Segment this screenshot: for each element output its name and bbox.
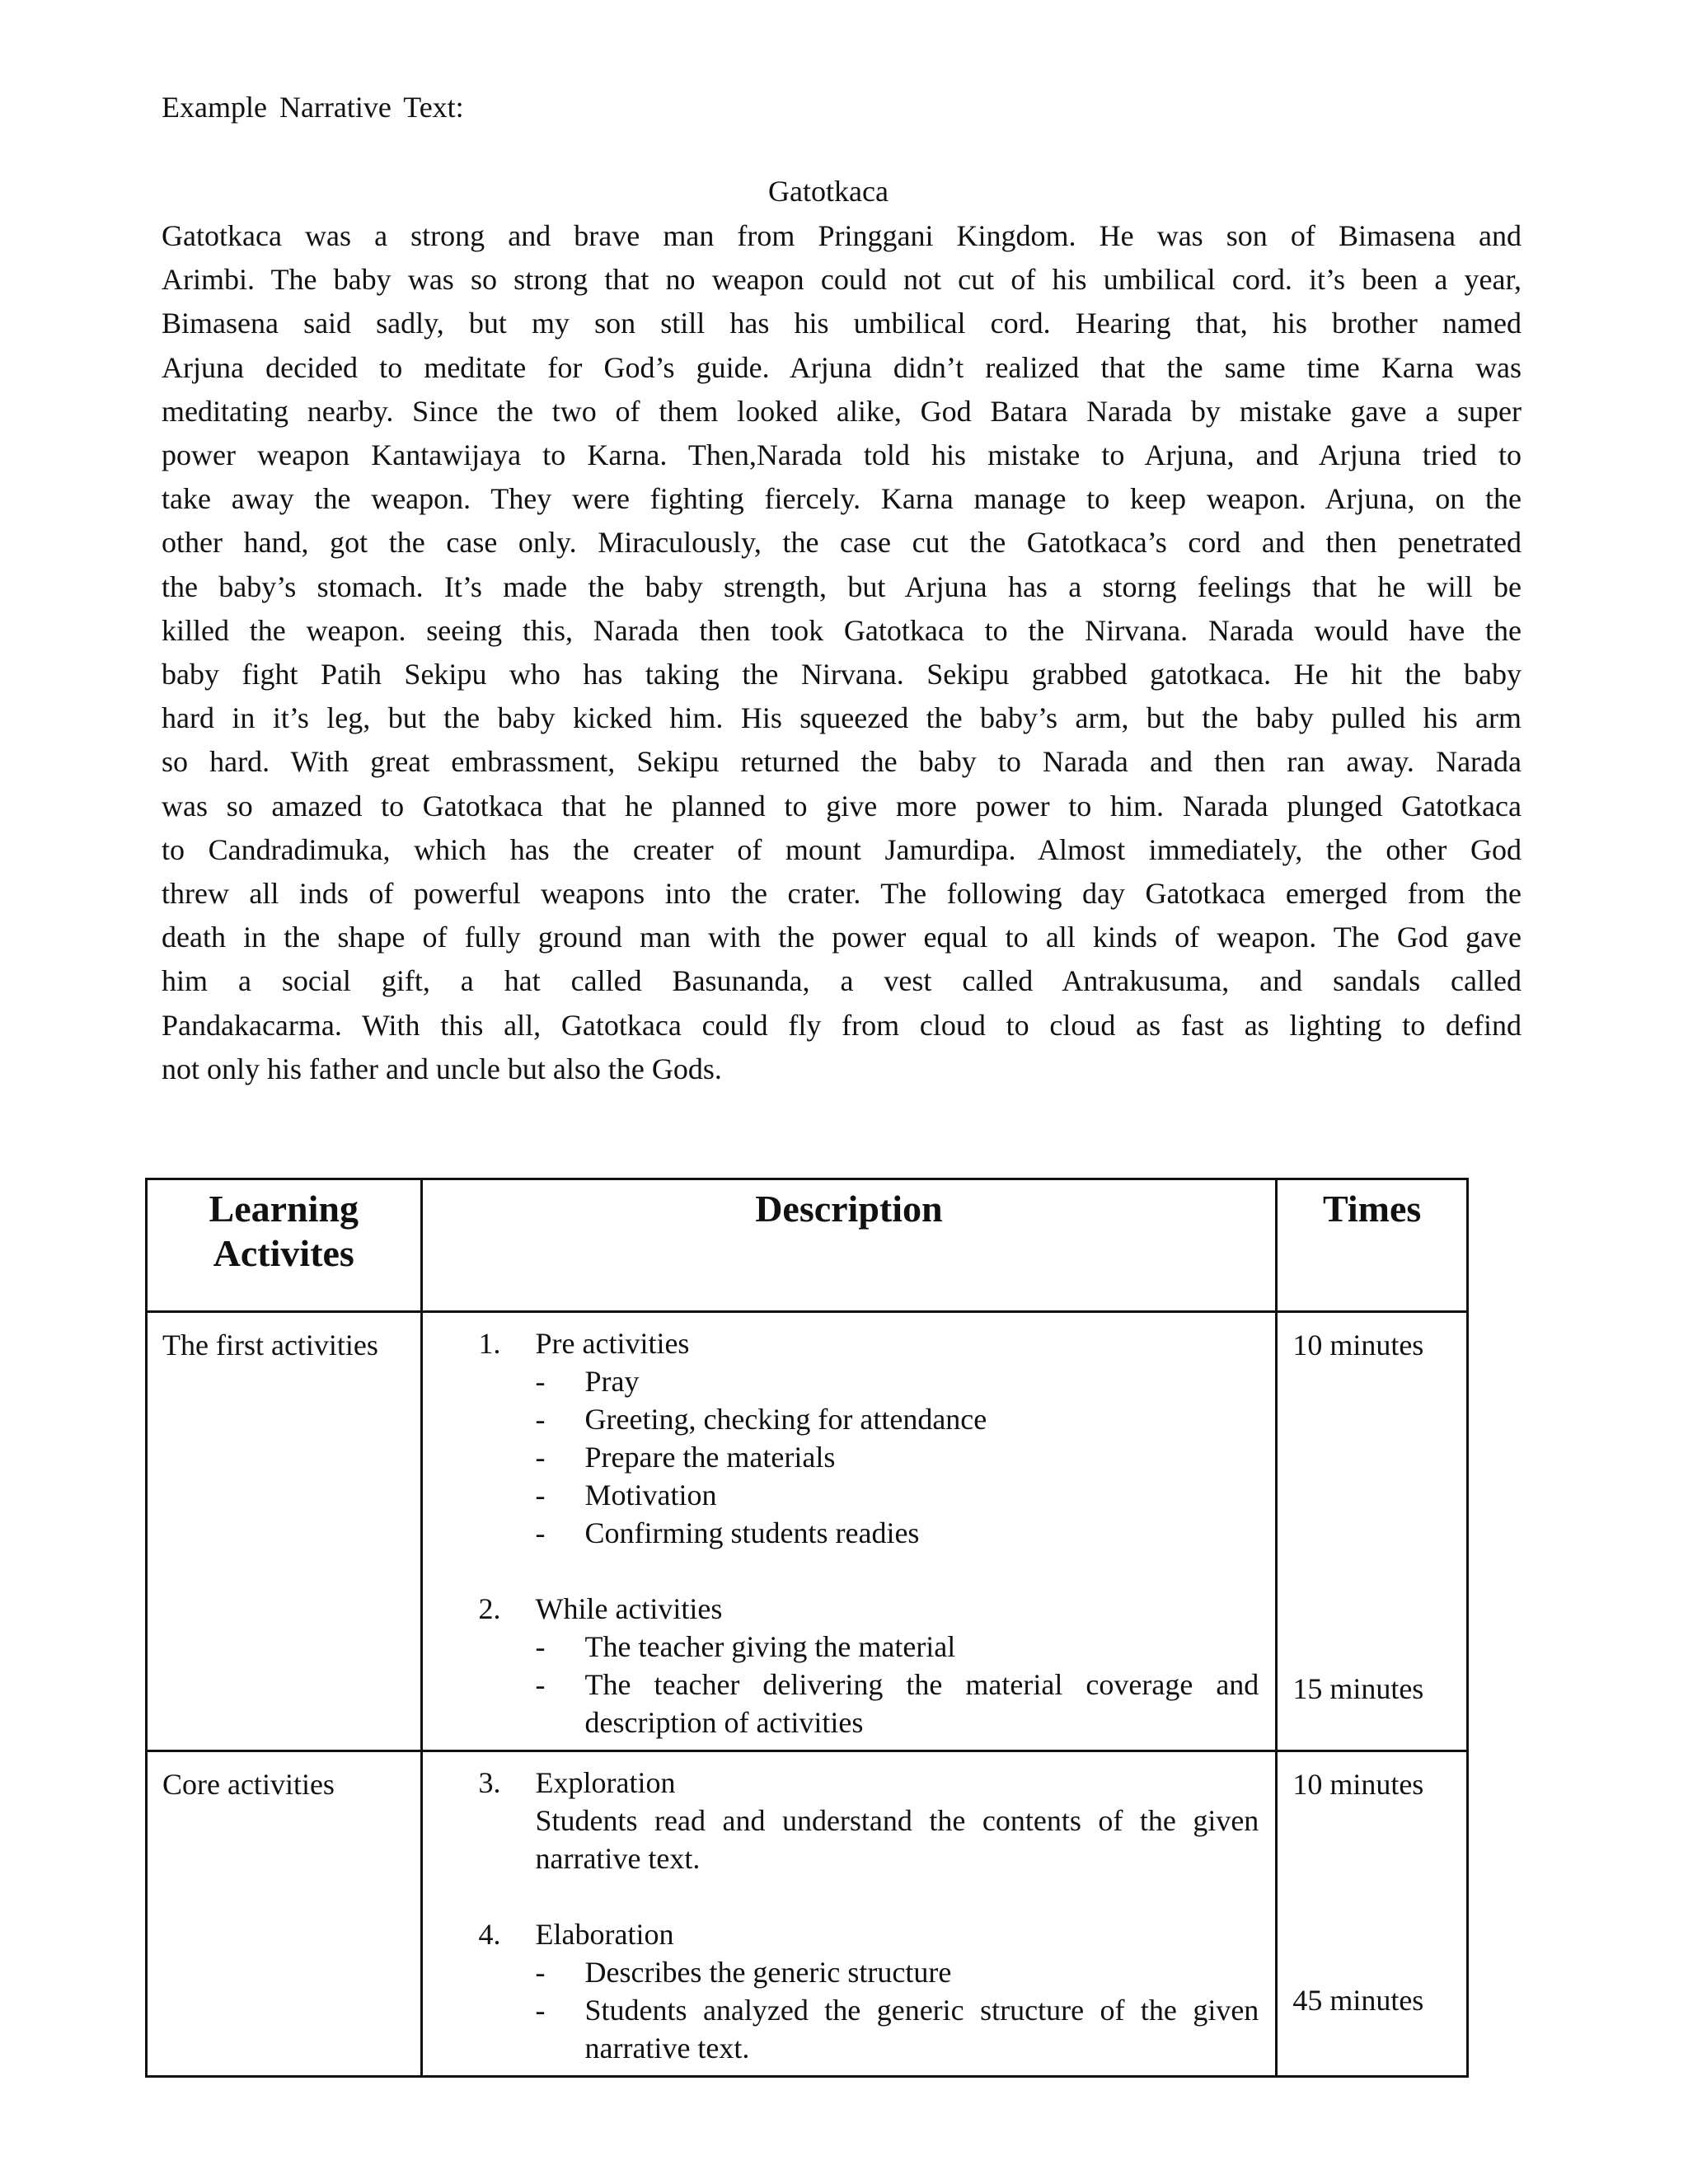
dash-bullet: -: [535, 1441, 546, 1474]
dash-bullet: -: [535, 1994, 546, 2027]
description-cell: [421, 1312, 1277, 1751]
list-item: [536, 1628, 1259, 1666]
description-cell: [421, 1751, 1277, 2077]
list-item: [536, 1514, 1259, 1552]
step-number: 1.: [478, 1327, 501, 1360]
step-elaboration: [423, 1915, 1259, 2067]
story-line: Gatotkaca was a strong and brave man from Pringgani Kingdom. He was son of Bimasena and: [162, 219, 1522, 252]
dash-bullet: -: [535, 1403, 546, 1436]
list-item: [536, 1438, 1259, 1476]
time-value: 10 minutes: [1292, 1329, 1424, 1361]
list-item-text: The teacher delivering the material coverage and description of activities: [584, 1668, 1259, 1739]
activity-cell: Core activities: [147, 1751, 422, 2077]
list-item-text: Motivation: [584, 1479, 717, 1511]
story-line: meditating nearby. Since the two of them looked alike, God Batara Narada by mistake gave a super: [162, 394, 1522, 428]
header-description: Description: [421, 1179, 1277, 1312]
list-item-text: Describes the generic structure: [584, 1956, 952, 1989]
story-line: threw all inds of powerful weapons into the crater. The following day Gatotkaca emerged from the: [162, 877, 1522, 911]
story-line: to Candradimuka, which has the creater of mount Jamurdipa. Almost immediately, the other God: [162, 832, 1522, 866]
learning-activities-table: [145, 1178, 1469, 2078]
step-while-activities: [423, 1590, 1259, 1741]
dash-bullet: -: [535, 1516, 546, 1549]
step-title: While activities: [535, 1592, 723, 1625]
dash-bullet: -: [535, 1479, 546, 1511]
time-cell: [1277, 1312, 1468, 1751]
story-line: Arjuna decided to meditate for God’s guide. Arjuna didn’t realized that the same time Karna was: [162, 350, 1522, 384]
time-value: 10 minutes: [1292, 1768, 1424, 1801]
step-title: Pre activities: [535, 1327, 690, 1360]
story-line: Arimbi. The baby was so strong that no weapon could not cut of his umbilical cord. it’s been a year,: [162, 263, 1522, 297]
step-number: 2.: [478, 1592, 501, 1625]
list-item: [536, 1400, 1259, 1438]
story-title: Gatotkaca: [768, 175, 889, 208]
time-cell: [1277, 1751, 1468, 2077]
list-item-text: Prepare the materials: [584, 1441, 836, 1474]
story-line: baby fight Patih Sekipu who has taking the Nirvana. Sekipu grabbed gatotkaca. He hit the baby: [162, 658, 1522, 691]
table-row: [147, 1751, 1468, 2077]
story-line: power weapon Kantawijaya to Karna. Then,Narada told his mistake to Arjuna, and Arjuna tried to: [162, 438, 1522, 472]
list-item: [536, 1476, 1259, 1514]
step-description: Students read and understand the contents of the given narrative text.: [535, 1804, 1259, 1875]
list-item-text: Confirming students readies: [584, 1516, 920, 1549]
time-value: 15 minutes: [1292, 1672, 1424, 1705]
step-number: 4.: [478, 1918, 501, 1951]
time-value: 45 minutes: [1292, 1984, 1424, 2017]
dash-bullet: -: [535, 1365, 546, 1398]
story-line: so hard. With great embrassment, Sekipu returned the baby to Narada and then ran away. Narada: [162, 745, 1522, 779]
header-learning-activities-line1: Learning: [209, 1188, 359, 1230]
header-learning-activities-line2: Activites: [213, 1232, 354, 1274]
story-line: the baby’s stomach. It’s made the baby strength, but Arjuna has a storng feelings that he will be: [162, 569, 1522, 603]
story-body: [162, 214, 1522, 1091]
story-line: was so amazed to Gatotkaca that he planned to give more power to him. Narada plunged Gatotkaca: [162, 789, 1522, 823]
step-number: 3.: [478, 1766, 501, 1799]
step-title: Elaboration: [535, 1918, 674, 1951]
story-line: Pandakacarma. With this all, Gatotkaca could fly from cloud to cloud as fast as lighting to defind: [162, 1008, 1522, 1042]
list-item-text: Pray: [584, 1365, 640, 1398]
story-line: take away the weapon. They were fighting fiercely. Karna manage to keep weapon. Arjuna, on the: [162, 482, 1522, 516]
step-pre-activities: [423, 1324, 1259, 1552]
story-line: killed the weapon. seeing this, Narada then took Gatotkaca to the Nirvana. Narada would have the: [162, 613, 1522, 647]
story-line: him a social gift, a hat called Basunanda, a vest called Antrakusuma, and sandals called: [162, 964, 1522, 998]
story-line: other hand, got the case only. Miraculously, the case cut the Gatotkaca’s cord and then penetrated: [162, 526, 1522, 560]
bullet-list: [536, 1953, 1259, 2067]
table-header-row: [147, 1179, 1468, 1312]
story-line: not only his father and uncle but also the Gods.: [162, 1052, 722, 1085]
bullet-list: [536, 1362, 1259, 1552]
header-learning-activities: [147, 1179, 422, 1312]
bullet-list: [536, 1628, 1259, 1741]
list-item: [536, 1953, 1259, 1991]
story-line: hard in it’s leg, but the baby kicked him. His squeezed the baby’s arm, but the baby pulled his arm: [162, 701, 1522, 735]
list-item: [536, 1991, 1259, 2067]
list-item-text: The teacher giving the material: [584, 1630, 956, 1663]
dash-bullet: -: [535, 1956, 546, 1989]
step-exploration: [423, 1764, 1259, 1877]
table-row: [147, 1312, 1468, 1751]
story-line: death in the shape of fully ground man with the power equal to all kinds of weapon. The God gave: [162, 921, 1522, 954]
activity-cell: The first activities: [147, 1312, 422, 1751]
step-title: Exploration: [535, 1766, 676, 1799]
page-heading: Example Narrative Text:: [162, 91, 464, 124]
dash-bullet: -: [535, 1668, 546, 1701]
list-item-text: Greeting, checking for attendance: [584, 1403, 987, 1436]
list-item: [536, 1666, 1259, 1741]
dash-bullet: -: [535, 1630, 546, 1663]
list-item: [536, 1362, 1259, 1400]
story-line: Bimasena said sadly, but my son still has his umbilical cord. Hearing that, his brother named: [162, 307, 1522, 340]
list-item-text: Students analyzed the generic structure of the given narrative text.: [584, 1994, 1259, 2064]
header-times: Times: [1277, 1179, 1468, 1312]
